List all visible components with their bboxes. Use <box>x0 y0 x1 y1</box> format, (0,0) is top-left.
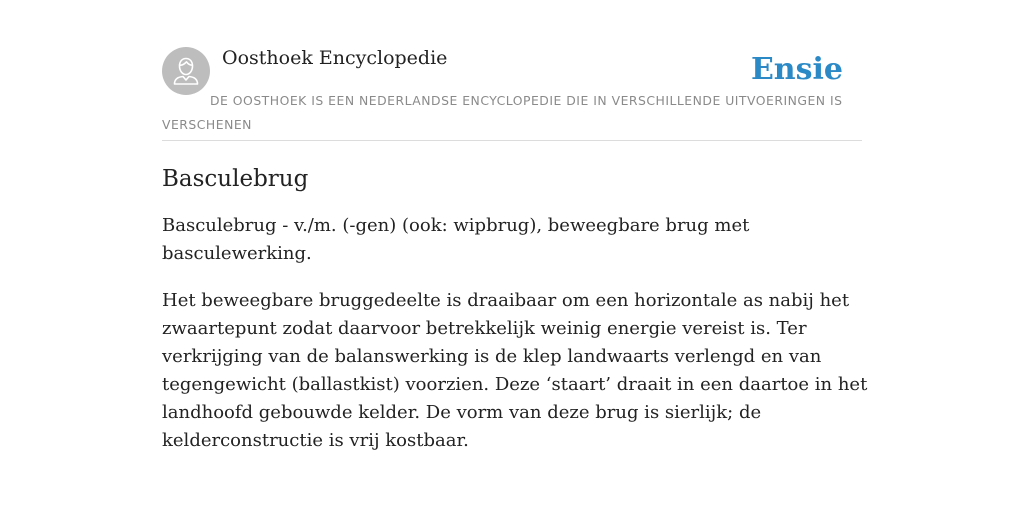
header <box>162 46 862 141</box>
article-definition: Basculebrug - v./m. (-gen) (ook: wipbrug), beweegbare brug met basculewerking. <box>162 215 750 264</box>
author-name[interactable]: Oosthoek Encyclopedie <box>222 47 448 69</box>
ensie-logo[interactable]: Ensie <box>750 52 843 87</box>
article <box>162 161 872 455</box>
article-title: Basculebrug <box>162 166 309 192</box>
author-description: DE OOSTHOEK IS EEN NEDERLANDSE ENCYCLOPEDIE DIE IN VERSCHILLENDE UITVOERINGEN IS VERSCHENEN <box>162 93 843 132</box>
user-avatar-icon[interactable] <box>162 47 210 95</box>
article-body: Het beweegbare bruggedeelte is draaibaar om een horizontale as nabij het zwaartepunt zodat daarvoor betrekkelijk weinig energie vereist is. Ter verkrijging van de balanswerking is de klep landwaarts verlengd en van tegengewicht (ballastkist) voorzien. Deze ‘staart’ draait in een daartoe in het landhoofd gebouwde kelder. De vorm van deze brug is sierlijk; de kelderconstructie is vrij kostbaar. <box>162 290 868 451</box>
